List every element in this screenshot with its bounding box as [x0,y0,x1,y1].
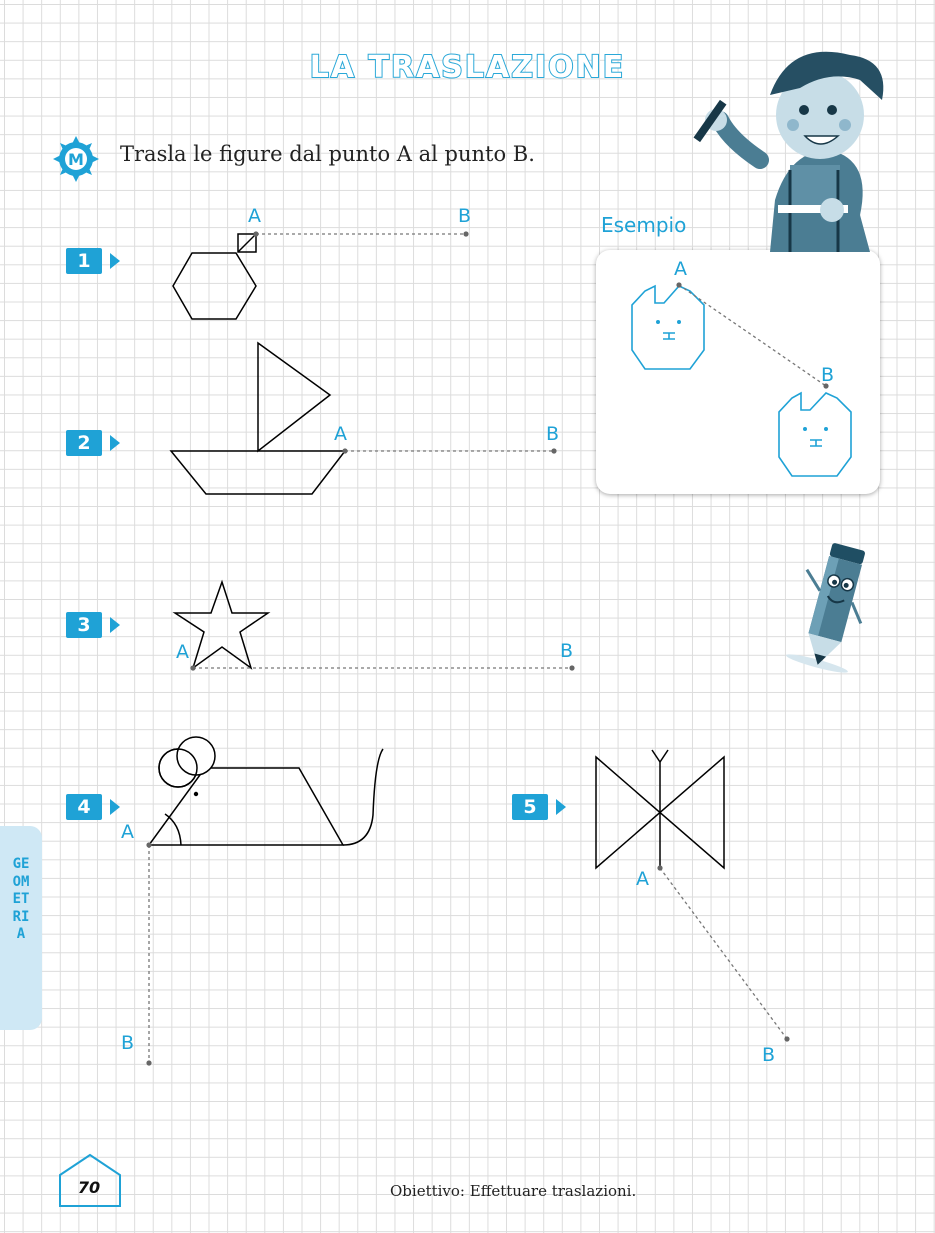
boat-hull-shape [171,451,345,494]
ex1-label-b: B [458,205,472,227]
example-label-a: A [674,258,687,280]
mouse-shape [149,737,383,845]
ex5-label-a: A [636,868,649,890]
sail-shape [258,343,330,451]
ex4-label-a: A [121,821,134,843]
side-tab-label: GEOMETRIA [12,856,30,942]
page-title: LA TRASLAZIONE [309,50,626,85]
exercise-5-badge: 5 [512,794,548,820]
page-number [58,1160,120,1204]
hexagon-shape [173,253,256,319]
example-title: Esempio [601,213,687,237]
ex4-label-b: B [121,1032,135,1054]
cat-face-a [632,286,704,369]
objective-text: Obiettivo: Effettuare traslazioni. [390,1182,637,1200]
page-number-text: 70 [77,1178,101,1197]
exercise-1-badge: 1 [66,248,102,274]
ex5-dashed-line [660,868,787,1039]
ex1-label-a: A [248,205,261,227]
ex3-label-a: A [176,641,189,663]
ex5-label-b: B [762,1044,776,1066]
boy-illustration [694,52,884,252]
exercise-4-badge: 4 [66,794,102,820]
example-dashed-line [679,285,826,386]
icon-letter: M [68,150,84,169]
point-markers [146,231,828,1065]
exercise-3-badge: 3 [66,612,102,638]
example-label-b: B [821,364,835,386]
butterfly-shape [596,750,724,868]
ex3-label-b: B [560,640,574,662]
ex2-label-b: B [546,423,560,445]
pencil-mascot-illustration [783,538,879,676]
instruction-text: Trasla le figure dal punto A al punto B. [120,142,535,166]
exercise-2-badge: 2 [66,430,102,456]
ex2-label-a: A [334,423,347,445]
cat-face-b [779,393,851,476]
